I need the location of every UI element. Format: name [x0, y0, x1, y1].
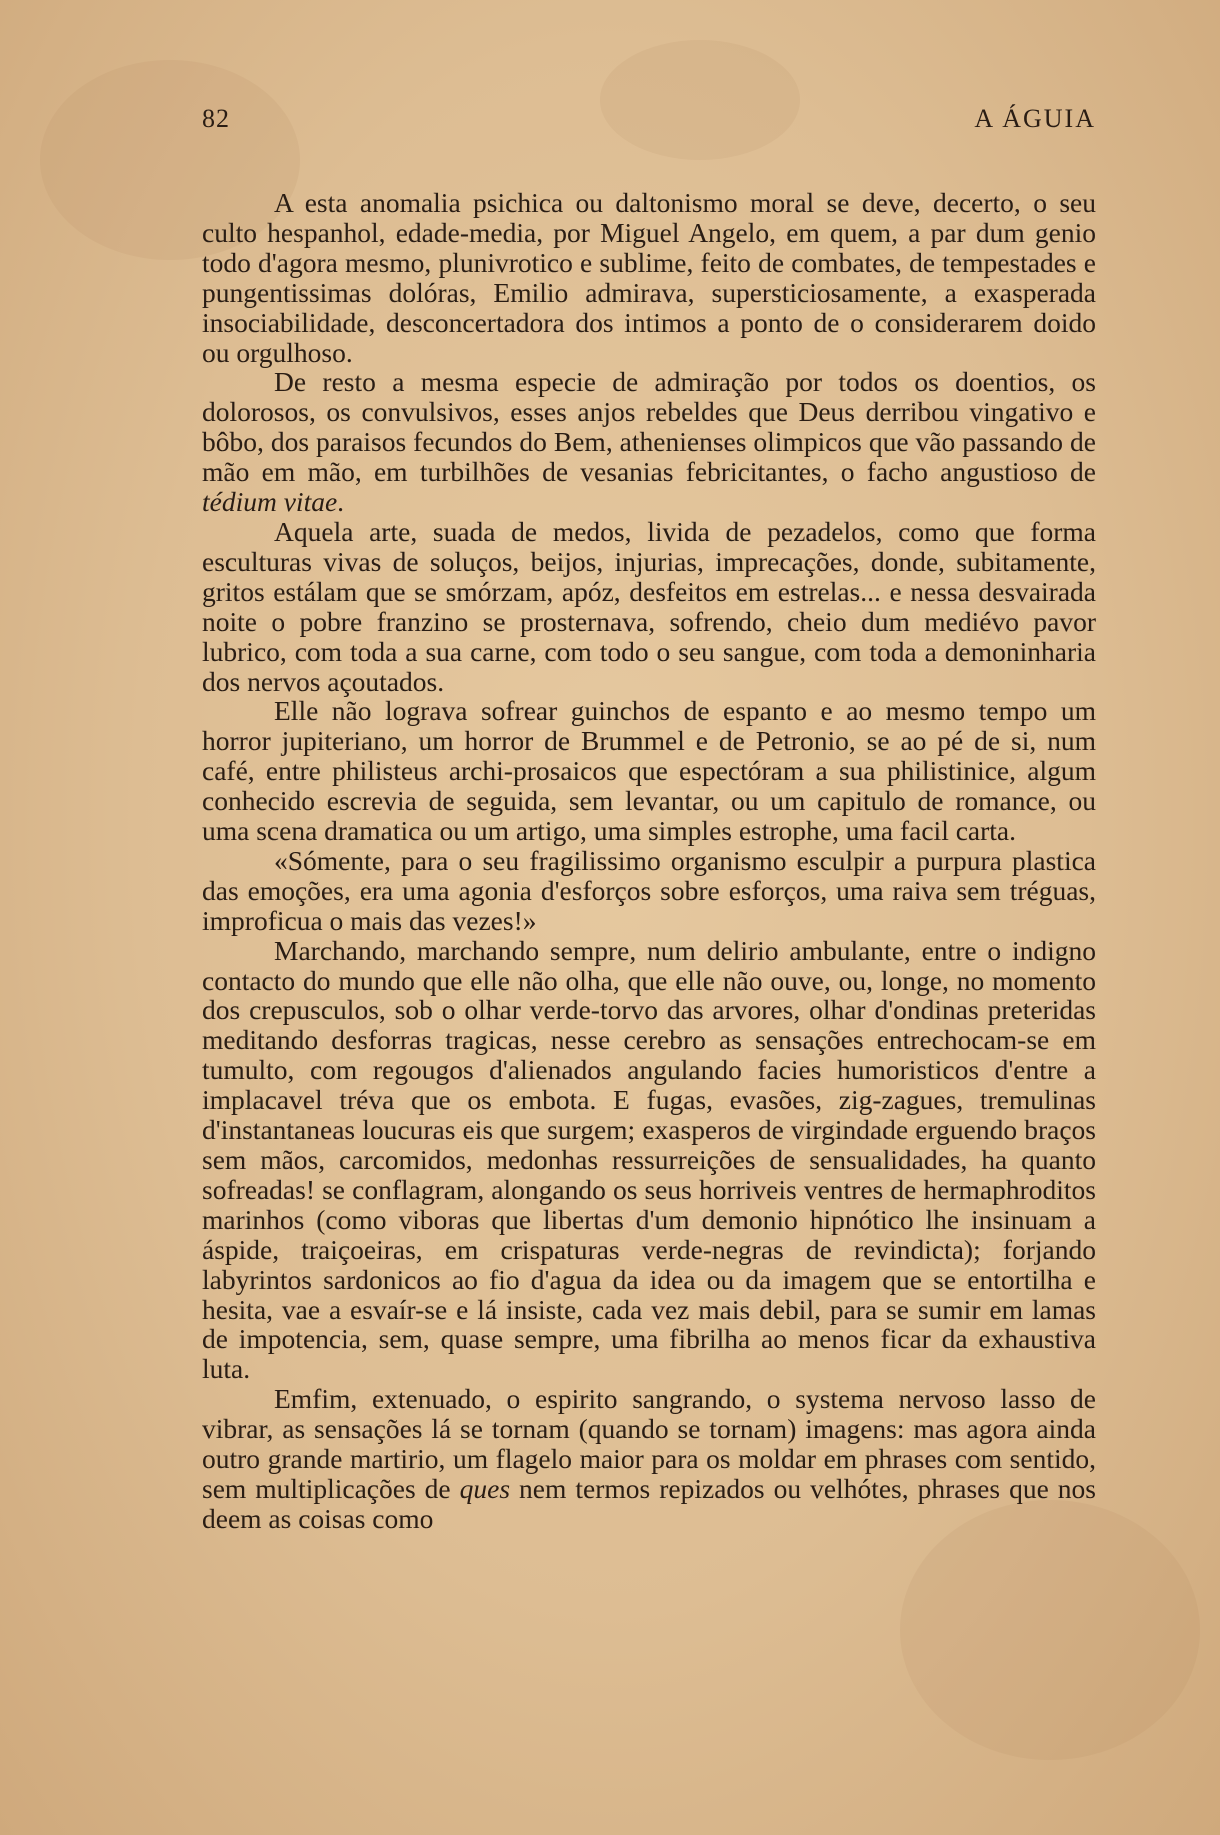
page-number: 82: [202, 104, 230, 133]
paragraph: De resto a mesma especie de admiração por todos os doentios, os dolorosos, os convulsivos, esses anjos rebeldes que Deus derribou vingativo e bôbo, dos paraisos fecundos do Bem, athenienses olimpicos que vão passando de mão em mão, em turbilhões de vesanias febricitantes, o facho angustioso de tédium vitae.: [202, 366, 1096, 518]
journal-title: A ÁGUIA: [974, 104, 1096, 133]
italic-word: ques: [459, 1472, 511, 1504]
paragraph: Emfim, extenuado, o espirito sangrando, o systema nervoso lasso de vibrar, as sensações lá se tornam (quando se tornam) imagens: mas agora ainda outro grande martirio, um flagelo maior para os moldar em phrases com sentido, sem multiplicações de ques nem termos repizados ou velhótes, phrases que nos deem as coisas como: [202, 1383, 1096, 1534]
paragraph: Elle não lograva sofrear guinchos de espanto e ao mesmo tempo um horror jupiteriano, um horror de Brummel e de Petronio, se ao pé de si, num café, entre philisteus archi-prosaicos que espectóram a sua philistinice, algum conhecido escrevia de seguida, sem levantar, ou um capitulo de romance, ou uma scena dramatica ou um artigo, uma simples estrophe, uma facil carta.: [202, 695, 1096, 847]
paragraph: Aquela arte, suada de medos, livida de pezadelos, como que forma esculturas vivas de soluços, beijos, injurias, imprecações, donde, subitamente, gritos estálam que se smórzam, apóz, desfeitos em estrelas... e nessa desvairada noite o pobre franzino se prosternava, sofrendo, cheio dum mediévo pavor lubrico, com toda a sua carne, com todo o seu sangue, com toda a demoninharia dos nervos açoutados.: [202, 515, 1096, 697]
body-text: [202, 188, 1096, 1534]
italic-phrase: tédium vitae: [202, 486, 338, 518]
paragraph: «Sómente, para o seu fragilissimo organismo esculpir a purpura plastica das emoções, era uma agonia d'esforços sobre esforços, uma raiva sem tréguas, improficua o mais das vezes!»: [202, 844, 1096, 936]
paper-stain: [900, 1500, 1200, 1760]
paragraph: Marchando, marchando sempre, num delirio ambulante, entre o indigno contacto do mundo que elle não olha, que elle não ouve, ou, longe, no momento dos crepusculos, sob o olhar verde-torvo das arvores, olhar d'ondinas preteridas meditando desforras tragicas, nesse cerebro as sensações entrechocam-se em tumulto, com regougos d'alienados angulando facies humoristicos d'entre a implacavel tréva que os embota. E fugas, evasões, zig-zagues, tremulinas d'instantaneas loucuras eis que surgem; exasperos de virgindade erguendo braços sem mãos, carcomidos, medonhas ressurreições de sensualidades, ha quanto sofreadas! se conflagram, alongando os seus horriveis ventres de hermaphroditos marinhos (como viboras que libertas d'um demonio hipnótico lhe insinuam a áspide, traiçoeiras, em crispaturas verde-negras de revindicta); forjando labyrintos sardonicos ao fio d'agua da idea ou da imagem que se entortilha e hesita, vae a esvaír-se e lá insiste, cada vez mais debil, para se sumir em lamas de impotencia, sem, quase sempre, uma fibrilha ao menos ficar da exhaustiva luta.: [202, 934, 1096, 1385]
running-head: [202, 104, 1096, 134]
paragraph: A esta anomalia psichica ou daltonismo moral se deve, decerto, o seu culto hespanhol, edade-media, por Miguel Angelo, em quem, a par dum genio todo d'agora mesmo, plunivrotico e sublime, feito de combates, de tempestades e pungentissimas dolóras, Emilio admirava, supersticiosamente, a exasperada insociabilidade, desconcertadora dos intimos a ponto de o considerarem doido ou orgulhoso.: [202, 187, 1096, 368]
paper-stain: [600, 40, 800, 160]
